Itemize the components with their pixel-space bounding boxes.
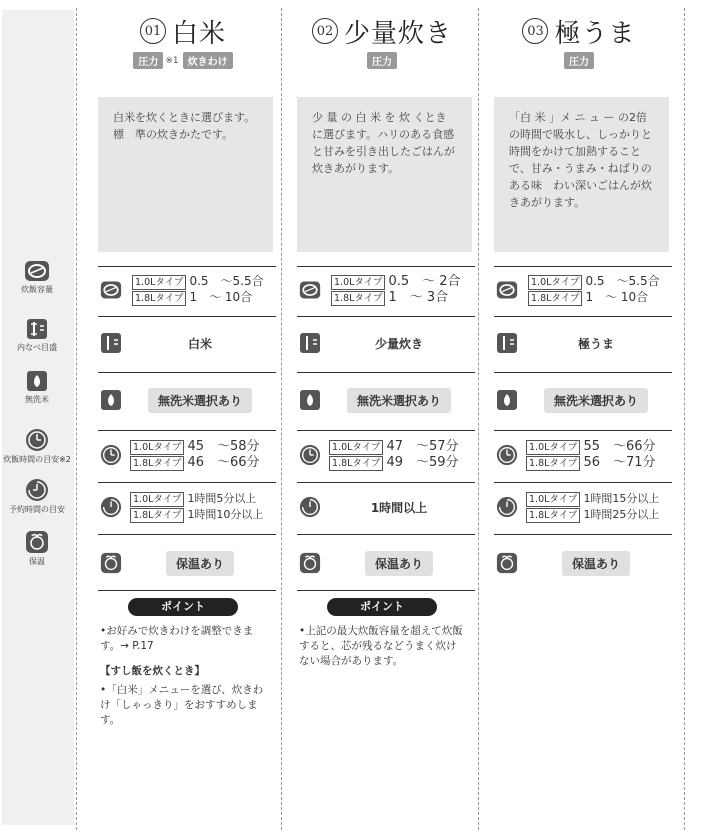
yoyaku-row [88, 486, 278, 528]
menu-column-gokuuma [484, 12, 674, 832]
footnote-mark: ※1 [165, 55, 179, 66]
row-separator [98, 266, 276, 267]
timer-icon [25, 478, 49, 502]
hoon-badge: 保温あり [166, 551, 234, 576]
scale-icon [26, 318, 48, 340]
musenmai-icon [100, 389, 122, 411]
scale-icon [496, 332, 518, 354]
warming-icon [100, 552, 122, 574]
menu-description: 白米を炊くときに選びます。標 準の炊きかたです。 [98, 97, 273, 252]
side-label-hoon: 保温 [0, 530, 74, 567]
timer-icon [299, 496, 321, 518]
scale-icon [299, 332, 321, 354]
divider [76, 8, 77, 830]
scale-value: 少量炊き [374, 336, 423, 351]
capacity-18l: 1 ～ 10合 [585, 290, 649, 304]
point-section [287, 598, 477, 669]
menu-number: 01 [140, 18, 166, 44]
musenmai-icon [496, 389, 518, 411]
clock-icon [496, 444, 518, 466]
time-18l: 49 ～59分 [386, 455, 459, 470]
menu-title: 極うま [554, 18, 636, 49]
side-label-yoyaku: 予約時間の目安 [0, 478, 74, 515]
type-18l-label: 1.8Lタイプ [331, 291, 385, 306]
row-separator [297, 316, 475, 317]
row-separator [494, 482, 672, 483]
column-header [287, 12, 477, 82]
musen-badge: 無洗米選択あり [544, 388, 648, 413]
row-separator [98, 372, 276, 373]
hoon-row [88, 538, 278, 588]
yoyaku-row [287, 486, 477, 528]
yoyaku-18l: 1時間25分以上 [583, 508, 660, 521]
point-note: •お好みで炊きわけを調整できます。→ P.17 [100, 625, 254, 652]
capacity-18l: 1 ～ 3合 [388, 290, 449, 305]
type-1l-label: 1.0Lタイプ [528, 275, 582, 290]
menu-title: 少量炊き [343, 18, 452, 49]
type-18l-label: 1.8Lタイプ [526, 508, 580, 523]
hoon-badge: 保温あり [365, 551, 433, 576]
side-label-scale: 内なべ目盛 [0, 318, 74, 353]
capacity-1l: 0.5 ～ 2合 [388, 274, 461, 289]
yoyaku-1l: 1時間15分以上 [583, 492, 660, 505]
row-separator [98, 482, 276, 483]
type-18l-label: 1.8Lタイプ [130, 508, 184, 523]
time-row [484, 434, 674, 476]
divider [281, 8, 282, 830]
rice-bowl-icon [299, 279, 321, 301]
warming-icon [496, 552, 518, 574]
scale-value: 極うま [577, 336, 614, 351]
side-label-time: 炊飯時間の目安※2 [0, 428, 74, 465]
capacity-1l: 0.5 ～5.5合 [585, 274, 660, 288]
rice-bowl-icon [496, 279, 518, 301]
clock-icon [25, 428, 49, 452]
yoyaku-row [484, 486, 674, 528]
row-separator [297, 534, 475, 535]
time-18l: 46 ～66分 [187, 455, 260, 470]
row-separator [98, 316, 276, 317]
capacity-row [287, 270, 477, 310]
tag-pressure: 圧力 [133, 52, 163, 69]
time-1l: 47 ～57分 [386, 439, 459, 454]
timer-icon [496, 496, 518, 518]
menu-description: 「白 米 」メ ニ ュ ー の2倍の時間で吸水し、しっかりと時間をかけて加熱することで、甘み・うまみ・ねばりのある味 わい深いごはんが炊きあがります。 [494, 97, 669, 252]
time-1l: 45 ～58分 [187, 439, 260, 454]
row-separator [297, 430, 475, 431]
sushi-heading: 【すし飯を炊くとき】 [100, 665, 205, 677]
type-1l-label: 1.0Lタイプ [526, 492, 580, 507]
capacity-row [88, 270, 278, 310]
column-header [88, 12, 278, 82]
type-1l-label: 1.0Lタイプ [132, 275, 186, 290]
type-18l-label: 1.8Lタイプ [130, 456, 184, 471]
sushi-note: •「白米」メニューを選び、炊きわけ「しゃっきり」をおすすめします。 [100, 684, 264, 726]
warming-icon [299, 552, 321, 574]
menu-title: 白米 [171, 18, 226, 49]
tag-pressure: 圧力 [564, 52, 594, 69]
rice-bowl-icon [100, 279, 122, 301]
type-1l-label: 1.0Lタイプ [130, 492, 184, 507]
row-separator [297, 482, 475, 483]
time-row [88, 434, 278, 476]
tag-takiwake: 炊きわけ [183, 52, 233, 69]
point-note: •上記の最大炊飯容量を超えて炊飯すると、芯が残るなどうまく炊けない場合があります。 [299, 625, 463, 667]
menu-column-shoryo [287, 12, 477, 832]
yoyaku-1l: 1時間5分以上 [187, 492, 257, 505]
musen-row [287, 374, 477, 426]
warming-icon [25, 530, 49, 554]
musen-badge: 無洗米選択あり [347, 388, 451, 413]
point-label: ポイント [128, 598, 238, 616]
menu-description: 少 量 の 白 米 を 炊 くときに選びます。ハリのある食感と甘みを引き出したごはんが炊きあがります。 [297, 97, 472, 252]
time-18l: 56 ～71分 [583, 455, 656, 470]
hoon-row [484, 538, 674, 588]
hoon-badge: 保温あり [562, 551, 630, 576]
time-row [287, 434, 477, 476]
musen-row [88, 374, 278, 426]
type-1l-label: 1.0Lタイプ [329, 440, 383, 455]
scale-icon [100, 332, 122, 354]
clock-icon [100, 444, 122, 466]
row-separator [494, 430, 672, 431]
type-1l-label: 1.0Lタイプ [130, 440, 184, 455]
scale-row [287, 318, 477, 368]
capacity-1l: 0.5 ～5.5合 [189, 274, 264, 288]
rice-bowl-icon [24, 260, 50, 282]
point-label: ポイント [327, 598, 437, 616]
point-section [88, 598, 278, 728]
hoon-row [287, 538, 477, 588]
column-header [484, 12, 674, 82]
timer-icon [100, 496, 122, 518]
divider [684, 8, 685, 830]
capacity-row [484, 270, 674, 310]
side-label-musen: 無洗米 [0, 370, 74, 405]
menu-number: 02 [312, 18, 338, 44]
time-1l: 55 ～66分 [583, 439, 656, 454]
type-1l-label: 1.0Lタイプ [331, 275, 385, 290]
musen-row [484, 374, 674, 426]
row-separator [98, 534, 276, 535]
row-separator [297, 372, 475, 373]
menu-number: 03 [522, 18, 548, 44]
type-18l-label: 1.8Lタイプ [132, 291, 186, 306]
menu-column-hakumai [88, 12, 278, 832]
type-18l-label: 1.8Lタイプ [329, 456, 383, 471]
side-label-capacity: 炊飯容量 [0, 260, 74, 295]
yoyaku-18l: 1時間10分以上 [187, 508, 264, 521]
scale-value: 白米 [187, 336, 212, 351]
type-18l-label: 1.8Lタイプ [526, 456, 580, 471]
musenmai-icon [26, 370, 48, 392]
tag-pressure: 圧力 [367, 52, 397, 69]
row-separator [494, 316, 672, 317]
capacity-18l: 1 ～ 10合 [189, 290, 253, 304]
type-1l-label: 1.0Lタイプ [526, 440, 580, 455]
left-sidebar [2, 10, 74, 825]
row-separator [98, 430, 276, 431]
row-separator [297, 266, 475, 267]
musenmai-icon [299, 389, 321, 411]
row-separator [494, 266, 672, 267]
row-separator [297, 590, 475, 591]
clock-icon [299, 444, 321, 466]
row-separator [494, 534, 672, 535]
musen-badge: 無洗米選択あり [148, 388, 252, 413]
divider [478, 8, 479, 830]
row-separator [98, 590, 276, 591]
yoyaku-value: 1時間以上 [370, 500, 428, 515]
scale-row [484, 318, 674, 368]
row-separator [494, 372, 672, 373]
scale-row [88, 318, 278, 368]
type-18l-label: 1.8Lタイプ [528, 291, 582, 306]
